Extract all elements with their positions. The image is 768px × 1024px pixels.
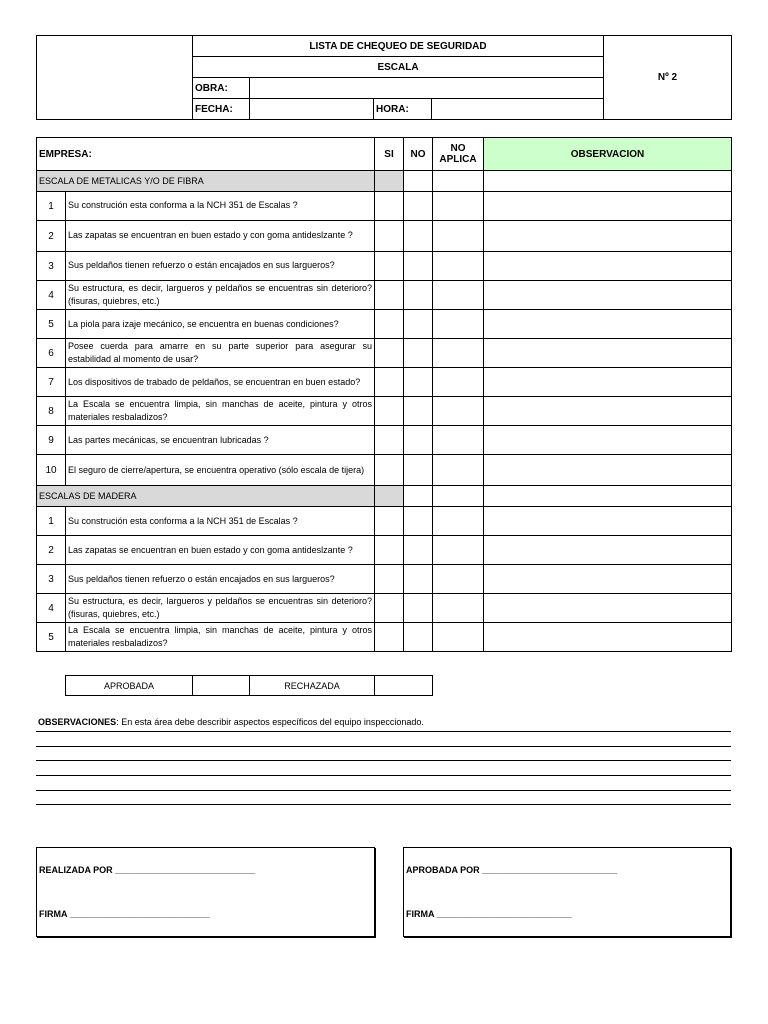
- no-aplica-checkbox[interactable]: [433, 310, 484, 339]
- item-number: 10: [37, 455, 66, 486]
- observacion-field[interactable]: [484, 623, 732, 652]
- rechazada-checkbox[interactable]: [375, 676, 433, 696]
- item-number: 1: [37, 507, 66, 536]
- observaciones-line[interactable]: [36, 775, 731, 776]
- no-checkbox[interactable]: [404, 507, 433, 536]
- observacion-field[interactable]: [484, 221, 732, 252]
- si-checkbox[interactable]: [375, 426, 404, 455]
- item-number: 1: [37, 192, 66, 221]
- no-aplica-checkbox[interactable]: [433, 565, 484, 594]
- no-checkbox[interactable]: [404, 368, 433, 397]
- observacion-field[interactable]: [484, 565, 732, 594]
- section-cell: [404, 171, 433, 192]
- observacion-field[interactable]: [484, 594, 732, 623]
- item-question: Su estructura, es decir, largueros y peldaños se encuentras sin deterioro? (fisuras, quiebres, etc.): [66, 594, 375, 623]
- item-number: 3: [37, 565, 66, 594]
- aprobada-checkbox[interactable]: [193, 676, 250, 696]
- no-checkbox[interactable]: [404, 455, 433, 486]
- section-cell: [375, 486, 404, 507]
- form-number: Nº 2: [604, 36, 732, 120]
- item-number: 2: [37, 221, 66, 252]
- hora-label: HORA:: [374, 99, 432, 120]
- si-checkbox[interactable]: [375, 623, 404, 652]
- observaciones-title: OBSERVACIONES: [38, 717, 117, 727]
- observacion-field[interactable]: [484, 368, 732, 397]
- item-number: 9: [37, 426, 66, 455]
- no-aplica-checkbox[interactable]: [433, 192, 484, 221]
- item-number: 8: [37, 397, 66, 426]
- item-question: Las partes mecánicas, se encuentran lubricadas ?: [66, 426, 375, 455]
- observacion-field[interactable]: [484, 252, 732, 281]
- no-aplica-checkbox[interactable]: [433, 397, 484, 426]
- obra-label: OBRA:: [193, 78, 250, 99]
- aprobada-label: APROBADA: [66, 676, 193, 696]
- section-title: ESCALAS DE MADERA: [37, 486, 375, 507]
- observaciones-line[interactable]: [36, 731, 731, 732]
- no-checkbox[interactable]: [404, 623, 433, 652]
- header-table: [36, 35, 732, 120]
- rechazada-label: RECHAZADA: [250, 676, 375, 696]
- section-cell: [404, 486, 433, 507]
- no-aplica-checkbox[interactable]: [433, 594, 484, 623]
- no-checkbox[interactable]: [404, 397, 433, 426]
- observacion-header: OBSERVACION: [484, 138, 732, 171]
- no-aplica-checkbox[interactable]: [433, 281, 484, 310]
- signature-box-aprobada: [403, 847, 731, 937]
- observaciones-line[interactable]: [36, 790, 731, 791]
- item-question: La Escala se encuentra limpia, sin manchas de aceite, pintura y otros materiales resbaladizos?: [66, 397, 375, 426]
- no-aplica-checkbox[interactable]: [433, 252, 484, 281]
- si-checkbox[interactable]: [375, 310, 404, 339]
- no-checkbox[interactable]: [404, 252, 433, 281]
- si-checkbox[interactable]: [375, 565, 404, 594]
- no-checkbox[interactable]: [404, 221, 433, 252]
- item-question: Sus peldaños tienen refuerzo o están encajados en sus largueros?: [66, 565, 375, 594]
- item-question: Su estructura, es decir, largueros y peldaños se encuentras sin deterioro? (fisuras, quiebres, etc.): [66, 281, 375, 310]
- observacion-field[interactable]: [484, 310, 732, 339]
- no-checkbox[interactable]: [404, 281, 433, 310]
- no-checkbox[interactable]: [404, 339, 433, 368]
- no-aplica-checkbox[interactable]: [433, 368, 484, 397]
- item-question: Sus peldaños tienen refuerzo o están encajados en sus largueros?: [66, 252, 375, 281]
- si-checkbox[interactable]: [375, 397, 404, 426]
- observacion-field[interactable]: [484, 536, 732, 565]
- empresa-header: EMPRESA:: [37, 138, 375, 171]
- logo-area: [37, 36, 193, 120]
- no-aplica-checkbox[interactable]: [433, 339, 484, 368]
- observaciones-line[interactable]: [36, 804, 731, 805]
- section-cell: [433, 171, 484, 192]
- item-question: Su construción esta conforma a la NCH 351 de Escalas ?: [66, 192, 375, 221]
- item-question: La piola para izaje mecánico, se encuentra en buenas condiciones?: [66, 310, 375, 339]
- item-question: Posee cuerda para amarre en su parte superior para asegurar su estabilidad al momento de usar?: [66, 339, 375, 368]
- item-question: El seguro de cierre/apertura, se encuentra operativo (sólo escala de tijera): [66, 455, 375, 486]
- no-checkbox[interactable]: [404, 565, 433, 594]
- observacion-field[interactable]: [484, 192, 732, 221]
- si-checkbox[interactable]: [375, 368, 404, 397]
- observacion-field[interactable]: [484, 507, 732, 536]
- item-question: Las zapatas se encuentran en buen estado y con goma antideslzante ?: [66, 536, 375, 565]
- observacion-field[interactable]: [484, 397, 732, 426]
- observacion-field[interactable]: [484, 426, 732, 455]
- hora-field[interactable]: [432, 99, 604, 120]
- si-header: SI: [375, 138, 404, 171]
- no-aplica-header: NO APLICA: [433, 138, 484, 171]
- si-checkbox[interactable]: [375, 455, 404, 486]
- no-checkbox[interactable]: [404, 426, 433, 455]
- checklist-table: [36, 137, 732, 652]
- item-question: Los dispositivos de trabado de peldaños, se encuentran en buen estado?: [66, 368, 375, 397]
- no-aplica-checkbox[interactable]: [433, 507, 484, 536]
- item-number: 4: [37, 594, 66, 623]
- signature-box-realizada: [36, 847, 375, 937]
- section-cell: [433, 486, 484, 507]
- si-checkbox[interactable]: [375, 536, 404, 565]
- fecha-label: FECHA:: [193, 99, 250, 120]
- observaciones-instruction: : En esta área debe describir aspectos específicos del equipo inspeccionado.: [116, 717, 424, 727]
- observacion-field[interactable]: [484, 339, 732, 368]
- fecha-field[interactable]: [250, 99, 374, 120]
- firma-left-field[interactable]: FIRMA ____________________________: [39, 909, 210, 919]
- si-checkbox[interactable]: [375, 507, 404, 536]
- observaciones-label: [38, 717, 424, 727]
- item-number: 5: [37, 623, 66, 652]
- item-number: 7: [37, 368, 66, 397]
- section-cell: [484, 171, 732, 192]
- no-aplica-checkbox[interactable]: [433, 455, 484, 486]
- item-number: 3: [37, 252, 66, 281]
- item-number: 5: [37, 310, 66, 339]
- approval-table: [65, 675, 433, 696]
- firma-right-field[interactable]: FIRMA ___________________________: [406, 909, 572, 919]
- no-checkbox[interactable]: [404, 594, 433, 623]
- si-checkbox[interactable]: [375, 192, 404, 221]
- form-title: LISTA DE CHEQUEO DE SEGURIDAD: [193, 36, 604, 57]
- item-number: 6: [37, 339, 66, 368]
- item-number: 4: [37, 281, 66, 310]
- item-question: Su construción esta conforma a la NCH 351 de Escalas ?: [66, 507, 375, 536]
- si-checkbox[interactable]: [375, 281, 404, 310]
- no-aplica-checkbox[interactable]: [433, 426, 484, 455]
- observaciones-line[interactable]: [36, 746, 731, 747]
- observaciones-line[interactable]: [36, 760, 731, 761]
- no-aplica-checkbox[interactable]: [433, 221, 484, 252]
- observacion-field[interactable]: [484, 455, 732, 486]
- section-cell: [484, 486, 732, 507]
- section-title: ESCALA DE METALICAS Y/O DE FIBRA: [37, 171, 375, 192]
- aprobada-por-field[interactable]: APROBADA POR ___________________________: [406, 865, 618, 875]
- item-number: 2: [37, 536, 66, 565]
- si-checkbox[interactable]: [375, 339, 404, 368]
- form-subtitle: ESCALA: [193, 57, 604, 78]
- obra-field[interactable]: [250, 78, 604, 99]
- realizada-por-field[interactable]: REALIZADA POR ____________________________: [39, 865, 256, 875]
- no-checkbox[interactable]: [404, 536, 433, 565]
- section-cell: [375, 171, 404, 192]
- item-question: Las zapatas se encuentran en buen estado y con goma antideslzante ?: [66, 221, 375, 252]
- observacion-field[interactable]: [484, 281, 732, 310]
- item-question: La Escala se encuentra limpia, sin manchas de aceite, pintura y otros materiales resbaladizos?: [66, 623, 375, 652]
- si-checkbox[interactable]: [375, 252, 404, 281]
- no-aplica-checkbox[interactable]: [433, 536, 484, 565]
- si-checkbox[interactable]: [375, 594, 404, 623]
- si-checkbox[interactable]: [375, 221, 404, 252]
- no-checkbox[interactable]: [404, 192, 433, 221]
- no-aplica-checkbox[interactable]: [433, 623, 484, 652]
- no-header: NO: [404, 138, 433, 171]
- no-checkbox[interactable]: [404, 310, 433, 339]
